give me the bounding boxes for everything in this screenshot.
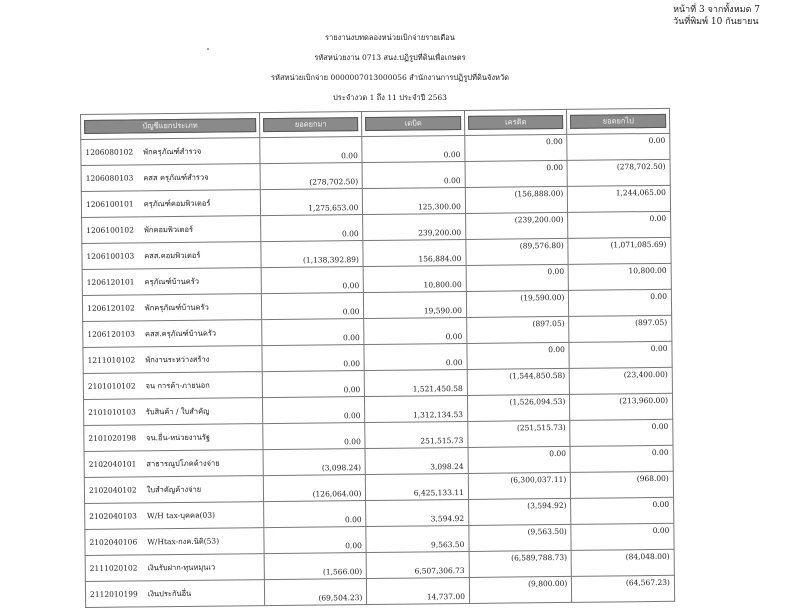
account-name: คสส.ครุภัณฑ์บ้านครัว [141,320,262,347]
account-name: ครุภัณฑ์บ้านครัว [140,268,261,295]
account-code: 1211010102 [83,347,141,374]
credit-amount: (6,300,037.11) [468,472,571,499]
trial-balance-table [80,108,675,608]
debit-amount: 0.00 [362,161,465,188]
brought-amount: 0.00 [262,371,365,398]
brought-amount: 0.00 [262,397,365,424]
brought-amount: 0.00 [263,423,366,450]
page-info [673,4,760,28]
credit-amount: 0.00 [465,160,568,187]
brought-amount: (3,098.24) [263,449,366,476]
credit-amount: 0.00 [466,264,569,291]
account-code: 2102040102 [84,477,142,504]
account-code: 1206100101 [81,191,139,218]
carried-amount: (64,567.23) [572,575,675,602]
credit-amount: (9,563.50) [469,524,572,551]
account-code: 1206120103 [83,321,141,348]
credit-amount: (1,544,850.58) [467,368,570,395]
page-number: หน้าที่ 3 จากทั้งหมด 7 [673,5,760,15]
debit-amount: 251,515.73 [365,421,468,448]
account-name: พักครุภัณฑ์สำรวจ [139,138,260,165]
account-name: ใบสำคัญค้างจ่าย [143,476,264,503]
report-period: ประจำงวด 1 ถึง 11 ประจำปี 2563 [333,93,447,102]
account-name: คสส ครุภัณฑ์สำรวจ [139,164,260,191]
account-name: จน การค้า-ภายนอก [141,372,262,399]
brought-amount: (126,064.00) [263,475,366,502]
carried-amount: (897.05) [569,315,672,342]
account-name: พักงานระหว่างสร้าง [141,346,262,373]
debit-amount: 0.00 [362,135,465,162]
carried-amount: 10,800.00 [569,263,672,290]
col-header-account: บัญชีแยกประเภท [81,113,260,140]
print-date: วันที่พิมพ์ 10 กันยายน [673,17,759,27]
carried-amount: 0.00 [570,419,673,446]
brought-amount: 0.00 [261,267,364,294]
account-code: 2101010102 [83,373,141,400]
debit-amount: 239,200.00 [363,213,466,240]
credit-amount: 0.00 [467,342,570,369]
table-row [85,575,674,607]
credit-amount: (239,200.00) [465,212,568,239]
credit-amount: (6,589,788.73) [469,550,572,577]
account-code: 1206080102 [81,139,139,166]
credit-amount: (251,515.73) [468,420,571,447]
debit-amount: 1,312,134.53 [365,395,468,422]
carried-amount: (1,071,085.69) [568,237,671,264]
credit-amount: (9,800.00) [469,576,572,603]
brought-amount: 0.00 [262,319,365,346]
account-code: 1206120101 [82,269,140,296]
account-name: จน.อื่น-หน่วยงานรัฐ [142,424,263,451]
debit-amount: 1,521,450.58 [365,369,468,396]
agency-code: รหัสหน่วยงาน 0713 สนง.ปฏิรูปที่ดินเพื่อเกษตร [314,53,466,62]
debit-amount: 6,425,133.11 [366,473,469,500]
account-code: 2102040103 [85,503,143,530]
brought-amount: (278,702.50) [260,163,363,190]
debit-amount: 10,800.00 [363,265,466,292]
debit-amount: 6,507,306.73 [366,551,469,578]
col-header-credit: เครดิต [464,109,567,135]
carried-amount: 0.00 [569,341,672,368]
debit-amount: 3,594.92 [366,499,469,526]
carried-amount: 0.00 [567,133,670,160]
debit-amount: 0.00 [364,317,467,344]
account-code: 1206100102 [82,217,140,244]
carried-amount: (84,048.00) [572,549,675,576]
account-name: รับสินค้า / ใบสำคัญ [142,398,263,425]
debit-amount: 0.00 [364,343,467,370]
debit-amount: 156,884.00 [363,239,466,266]
col-header-brought-forward: ยอดยกมา [259,112,362,138]
brought-amount: 0.00 [260,215,363,242]
account-code: 2102040106 [85,529,143,556]
report-title: รายงานงบทดลองหน่วยเบิกจ่ายรายเดือน [325,33,455,42]
account-code: 2102040101 [84,451,142,478]
brought-amount: 1,275,653.00 [260,189,363,216]
account-name: เงินรับฝาก-ทุนหมุนเว [143,554,264,581]
account-name: ครุภัณฑ์คอมพิวเตอร์ [140,190,261,217]
brought-amount: (1,138,392.89) [261,241,364,268]
debit-amount: 14,737.00 [367,577,470,604]
col-header-debit: เดบิต [362,110,465,136]
account-code: 1206100103 [82,243,140,270]
carried-amount: 1,244,065.00 [568,185,671,212]
account-name: เงินประกันอื่น [144,580,265,607]
carried-amount: 0.00 [569,289,672,316]
brought-amount: (1,566.00) [264,553,367,580]
account-name: W/H tax-บุคคล(03) [143,502,264,529]
debit-amount: 9,563.50 [366,525,469,552]
credit-amount: 0.00 [468,446,571,473]
carried-amount: 0.00 [568,211,671,238]
credit-amount: (156,888.00) [465,186,568,213]
carried-amount: (968.00) [571,471,674,498]
account-code: 1206120102 [82,295,140,322]
account-code: 2111020102 [85,555,143,582]
debit-amount: 125,300.00 [363,187,466,214]
disbursement-unit: รหัสหน่วยเบิกจ่าย 0000007013000056 สำนักงานการปฏิรูปที่ดินจังหวัด [270,73,510,82]
brought-amount: 0.00 [264,527,367,554]
credit-amount: (3,594.92) [468,498,571,525]
brought-amount: (69,504.23) [264,579,367,606]
brought-amount: 0.00 [260,137,363,164]
credit-amount: (89,576.80) [466,238,569,265]
credit-amount: (19,590.00) [466,290,569,317]
account-code: 2101010103 [83,399,141,426]
brought-amount: 0.00 [262,345,365,372]
debit-amount: 3,098.24 [365,447,468,474]
debit-amount: 19,590.00 [364,291,467,318]
carried-amount: (213,960.00) [570,393,673,420]
account-code: 1206080103 [81,165,139,192]
account-code: 2101020198 [84,425,142,452]
credit-amount: (897.05) [467,316,570,343]
carried-amount: (278,702.50) [567,159,670,186]
table-body [81,133,675,607]
carried-amount: 0.00 [571,497,674,524]
brought-amount: 0.00 [261,293,364,320]
scan-speck [207,48,209,50]
carried-amount: 0.00 [570,445,673,472]
report-header [230,28,550,108]
col-header-carried-forward: ยอดยกไป [567,108,670,134]
account-name: สาธารณูปโภคค้างจ่าย [142,450,263,477]
account-name: พักครุภัณฑ์บ้านครัว [141,294,262,321]
account-name: พักคอมพิวเตอร์ [140,216,261,243]
account-name: W/Htax-กงค.นิติ(53) [143,528,264,555]
carried-amount: 0.00 [571,523,674,550]
credit-amount: 0.00 [465,134,568,161]
credit-amount: (1,526,094.53) [467,394,570,421]
account-code: 2112010199 [85,581,143,608]
brought-amount: 0.00 [263,501,366,528]
carried-amount: (23,400.00) [570,367,673,394]
account-name: คสส.คอมพิวเตอร์ [140,242,261,269]
